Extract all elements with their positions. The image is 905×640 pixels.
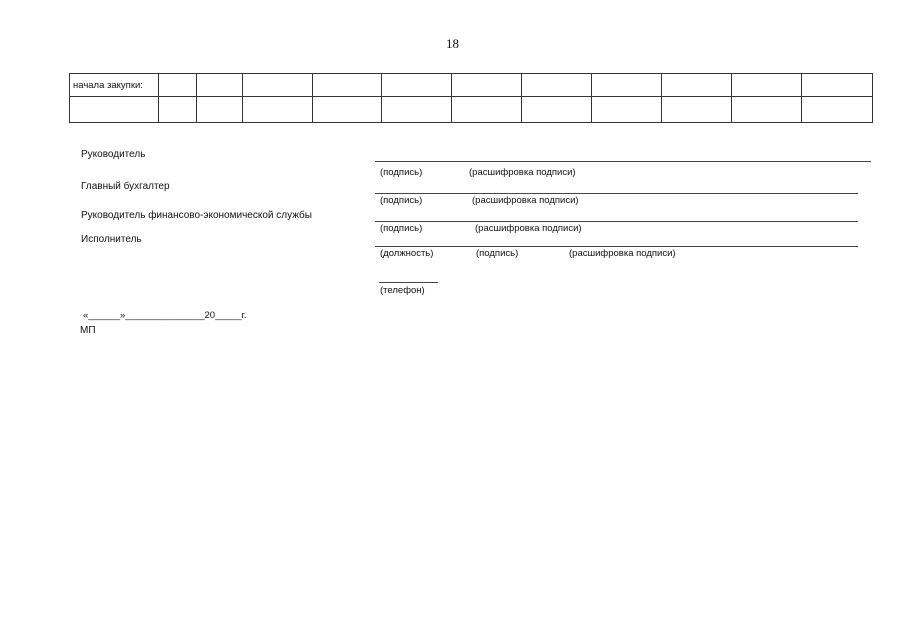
- table-cell: [452, 97, 522, 123]
- finance-head-decode-caption: (расшифровка подписи): [475, 223, 582, 234]
- table-row: [70, 74, 873, 97]
- page-number: 18: [446, 36, 459, 51]
- finance-head-label: Руководитель финансово-экономической службы: [81, 210, 312, 221]
- table-cell: [522, 97, 592, 123]
- table-cell: [592, 97, 662, 123]
- chief-accountant-signature-line: [375, 193, 858, 194]
- table-cell: [662, 74, 732, 97]
- executor-label: Исполнитель: [81, 234, 142, 245]
- table-cell: [313, 74, 382, 97]
- date-line: «______»_______________20_____г.: [83, 310, 247, 321]
- table-cell: [313, 97, 382, 123]
- table-cell: [382, 97, 452, 123]
- table-cell: [802, 97, 873, 123]
- table-cell: [662, 97, 732, 123]
- chief-accountant-decode-caption: (расшифровка подписи): [472, 195, 579, 206]
- executor-sign-caption: (подпись): [476, 248, 519, 259]
- chief-accountant-label: Главный бухгалтер: [81, 181, 170, 192]
- table-cell: [243, 74, 313, 97]
- table-cell: [732, 97, 802, 123]
- head-sign-caption: (подпись): [380, 167, 423, 178]
- table-cell: [382, 74, 452, 97]
- table-cell: [732, 74, 802, 97]
- head-label: Руководитель: [81, 149, 146, 160]
- table-cell: [452, 74, 522, 97]
- table-cell-label: начала закупки:: [70, 74, 159, 97]
- table-cell: [159, 97, 197, 123]
- table-cell: [522, 74, 592, 97]
- table-cell: [802, 74, 873, 97]
- table-cell: [197, 97, 243, 123]
- head-decode-caption: (расшифровка подписи): [469, 167, 576, 178]
- executor-phone-line: [379, 282, 438, 283]
- table-cell: [592, 74, 662, 97]
- finance-head-signature-line: [375, 221, 858, 222]
- procurement-table: [69, 73, 873, 123]
- executor-signature-line: [375, 246, 858, 247]
- table-cell: [197, 74, 243, 97]
- finance-head-sign-caption: (подпись): [380, 223, 423, 234]
- chief-accountant-sign-caption: (подпись): [380, 195, 423, 206]
- table-cell: [70, 97, 159, 123]
- table-row: [70, 97, 873, 123]
- stamp-mark: МП: [80, 325, 96, 336]
- executor-position-caption: (должность): [380, 248, 434, 259]
- executor-phone-caption: (телефон): [380, 285, 425, 296]
- table-cell: [243, 97, 313, 123]
- table-cell: [159, 74, 197, 97]
- executor-decode-caption: (расшифровка подписи): [569, 248, 676, 259]
- head-signature-line: [375, 161, 871, 162]
